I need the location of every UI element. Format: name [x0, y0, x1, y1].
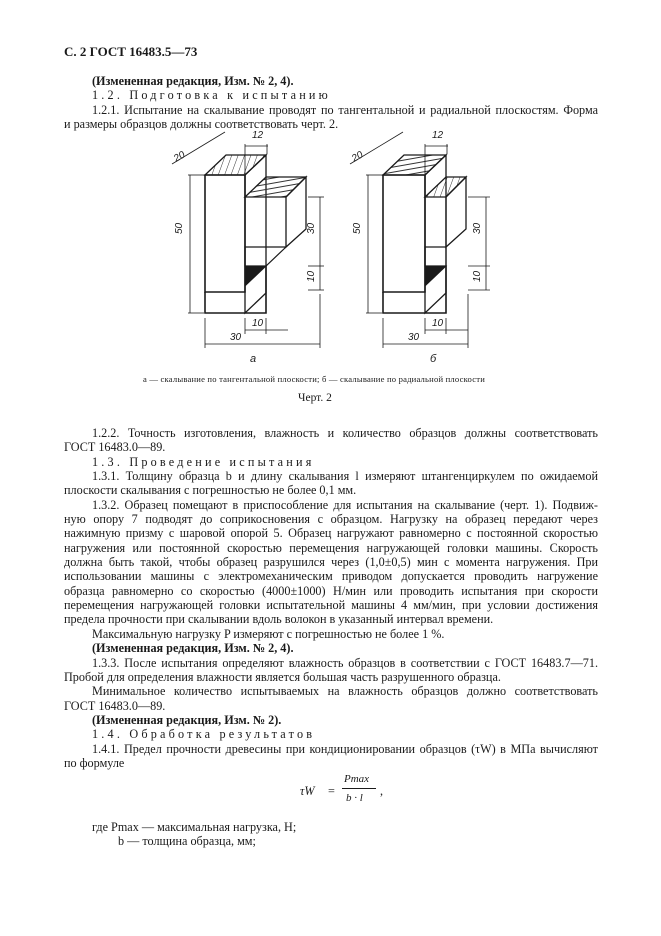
formula-lhs: τW: [300, 784, 315, 798]
dim-a-20: 20: [172, 149, 188, 165]
para-max-load: Максимальную нагрузку P измеряют с погрешностью не более 1 %.: [92, 627, 445, 641]
para-1-3-3-line-2: Пробой для определения влажности является большая часть разрушенного образца.: [64, 670, 501, 684]
formula-numerator: Pmax: [344, 773, 370, 785]
para-1-3-1-line-1: 1.3.1. Толщину образца b и длину скалывания l измеряют штангенциркулем по ожидаемой: [92, 469, 598, 483]
para-1-4-1-line-2: по формуле: [64, 756, 125, 770]
specimen-b: [383, 155, 466, 313]
fraction-bar: [342, 788, 376, 789]
formula-comma: ,: [380, 784, 384, 798]
formula-equals: =: [328, 784, 335, 798]
para-1-3-1-line-2: плоскости скалывания с погрешностью не более 0,1 мм.: [64, 483, 357, 497]
para-1-3-2-line-8: перемещения нагружающей головки испытательной машины 4 мм/мин, при условии достижения: [64, 598, 598, 612]
specimen-b-step: [425, 266, 446, 286]
dim-b-50: 50: [352, 222, 363, 234]
amendment-note-2: (Измененная редакция, Изм. № 2, 4).: [92, 641, 294, 655]
specimen-a-top-face: [205, 155, 266, 175]
dim-b-30-vertical: 30: [472, 222, 483, 234]
specimen-b-cut-top: [425, 177, 466, 197]
specimen-b-front-face: [383, 175, 425, 292]
para-1-4-1-line-1: 1.4.1. Предел прочности древесины при кондиционировании образцов (τW) в МПа вычисляют: [92, 742, 598, 756]
figure-title: Черт. 2: [298, 392, 332, 404]
para-1-3-2-line-5: должна быть такой, чтобы образец разрушился через (1,0±0,5) мин с момента нагружения. При: [64, 555, 598, 569]
para-1-2-1-line-2: и размеры образцов должны соответствовать черт. 2.: [64, 117, 339, 131]
specimen-a-front-face: [205, 175, 245, 292]
dim-a-30-vertical: 30: [306, 222, 317, 234]
para-min-count-line-1: Минимальное количество испытываемых на влажность образцов должно соответствовать: [92, 684, 598, 698]
dim-b-12: 12: [432, 130, 444, 141]
specimen-a: [205, 155, 306, 313]
amendment-note-3: (Измененная редакция, Изм. № 2).: [92, 713, 282, 727]
figure-caption: а — скалывание по тангентальной плоскости; б — скалывание по радиальной плоскости: [143, 374, 486, 384]
specimen-b-side-face: [425, 155, 446, 313]
where-b: b — толщина образца, мм;: [118, 834, 256, 848]
para-1-2-2-line-2: ГОСТ 16483.0—89.: [64, 440, 166, 454]
figure-label-a: а: [250, 353, 257, 365]
section-1-3-heading: 1.3. Проведение испытания: [92, 455, 315, 469]
where-pmax: где Pmax — максимальная нагрузка, Н;: [92, 820, 297, 834]
para-1-2-2-line-1: 1.2.2. Точность изготовления, влажность и количество образцов должны соответствовать: [92, 426, 598, 440]
section-1-4-heading: 1.4. Обработка результатов: [92, 727, 316, 741]
dim-b-10-vertical: 10: [472, 270, 483, 282]
figure-label-b: б: [430, 353, 437, 365]
para-1-3-2-line-9: предела прочности при скалывании вдоль волокон в указанный интервал времени.: [64, 612, 494, 626]
para-1-3-2-line-7: образца равномерно со скоростью (4000±1000) Н/мин или проводить испытания при скорости: [64, 584, 598, 598]
specimen-drawing: [150, 116, 530, 378]
para-1-3-2-line-4: нагружения или постоянной скоростью перемещения нагружающей головки машины. Скорость: [64, 541, 598, 555]
para-1-3-2-line-1: 1.3.2. Образец помещают в приспособление для испытания на скалывание (черт. 1). Подвиж-: [92, 498, 598, 512]
dim-a-50: 50: [174, 222, 185, 234]
section-1-2-heading: 1.2. Подготовка к испытанию: [92, 88, 331, 102]
dim-b-10-horizontal: 10: [432, 318, 444, 329]
specimen-a-side-face: [245, 155, 266, 313]
formula-denominator: b · l: [346, 792, 363, 804]
para-1-3-3-line-1: 1.3.3. После испытания определяют влажность образцов в соответствии с ГОСТ 16483.7—71.: [92, 656, 598, 670]
dim-b-30-horizontal: 30: [408, 332, 420, 343]
dim-b-20: 20: [350, 149, 366, 165]
dim-a-10-vertical: 10: [306, 270, 317, 282]
para-1-2-1-line-1: 1.2.1. Испытание на скалывание проводят по тангентальной и радиальной плоскостям. Форма: [92, 103, 598, 117]
para-1-3-2-line-6: использовании машины с электромеханическим приводом допускается проводить нагружение: [64, 569, 598, 583]
para-min-count-line-2: ГОСТ 16483.0—89.: [64, 699, 166, 713]
specimen-b-top-face: [383, 155, 446, 175]
page-header: С. 2 ГОСТ 16483.5—73: [64, 44, 198, 59]
para-1-3-2-line-2: ную опору 7 подводят до соприкосновения с образцом. Нагрузку на образец передают через: [64, 512, 598, 526]
para-1-3-2-line-3: нажимную призму с шаровой опорой 5. Образец нагружают равномерно с постоянной скоростью: [64, 526, 598, 540]
dim-a-10-horizontal: 10: [252, 318, 264, 329]
dim-a-12: 12: [252, 130, 264, 141]
amendment-note-1: (Измененная редакция, Изм. № 2, 4).: [92, 74, 294, 88]
specimen-a-step: [245, 266, 266, 286]
dim-a-30-horizontal: 30: [230, 332, 242, 343]
